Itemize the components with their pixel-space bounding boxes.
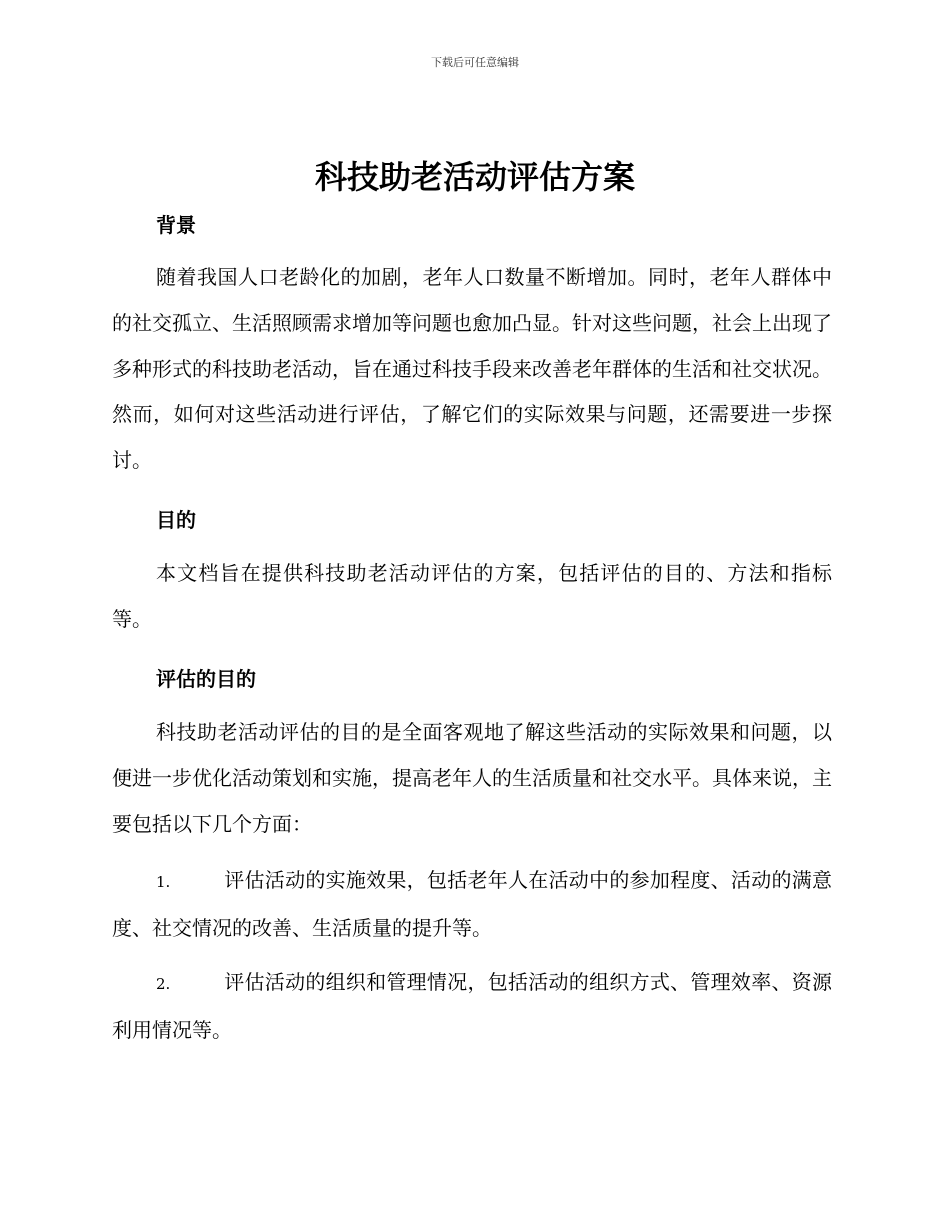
- list-item-text: 评估活动的实施效果，包括老年人在活动中的参加程度、活动的满意度、社交情况的改善、生活质量的提升等。: [112, 868, 832, 940]
- paragraph-eval-purpose: 科技助老活动评估的目的是全面客观地了解这些活动的实际效果和问题，以便进一步优化活动策划和实施，提高老年人的生活质量和社交水平。具体来说，主要包括以下几个方面：: [112, 720, 832, 836]
- list-item-text: 评估活动的组织和管理情况，包括活动的组织方式、管理效率、资源利用情况等。: [112, 970, 832, 1042]
- document-title: 科技助老活动评估方案: [314, 158, 635, 196]
- list-item-number: 2.: [156, 975, 171, 993]
- paragraph-purpose: 本文档旨在提供科技助老活动评估的方案，包括评估的目的、方法和指标等。: [112, 561, 832, 631]
- paragraph-background: 随着我国人口老龄化的加剧，老年人口数量不断增加。同时，老年人群体中的社交孤立、生活照顾需求增加等问题也愈加凸显。针对这些问题，社会上出现了多种形式的科技助老活动，旨在通过科技手段来改善老年群体的生活和社交状况。然而，如何对这些活动进行评估，了解它们的实际效果与问题，还需要进一步探讨。: [112, 265, 832, 473]
- list-item: [112, 858, 832, 952]
- heading-eval-purpose: 评估的目的: [156, 667, 256, 691]
- heading-background: 背景: [156, 213, 196, 237]
- heading-purpose: 目的: [156, 508, 196, 532]
- header-note: 下载后可任意编辑: [431, 56, 519, 69]
- list-item: [112, 960, 832, 1054]
- list-item-number: 1.: [156, 873, 171, 891]
